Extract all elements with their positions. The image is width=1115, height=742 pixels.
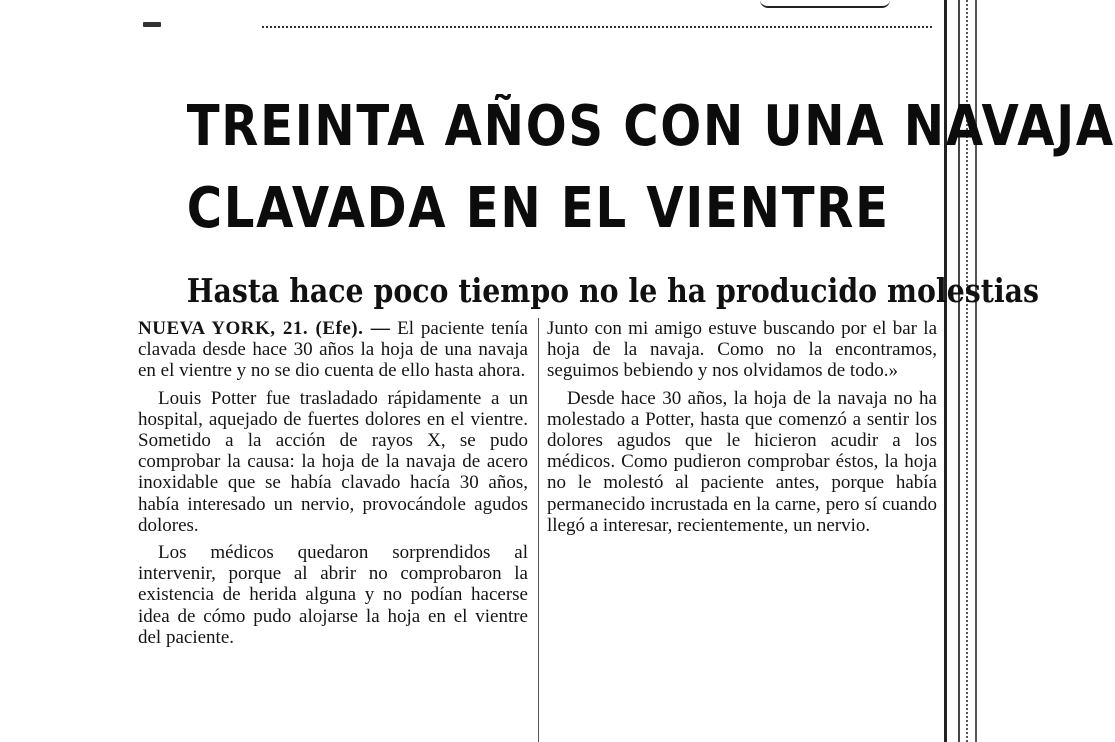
article-paragraph-1 [138, 318, 528, 382]
subheadline: Hasta hace poco tiempo no le ha producido molestias [186, 271, 1040, 311]
top-cut-fragment [760, 0, 890, 8]
article-paragraph-4: Junto con mi amigo estuve buscando por el bar la hoja de la navaja. Como no la encontramos, seguimos bebiendo y nos olvidamos de todo.» [547, 318, 937, 382]
article-column-right [547, 318, 937, 542]
paragraph-1-body: El paciente tenía clavada desde hace 30 años la hoja de una navaja en el vientre y no se dio cuenta de ello hasta ahora. [138, 318, 528, 382]
column-divider [538, 318, 539, 742]
article-paragraph-2: Louis Potter fue trasladado rápidamente a un hospital, aquejado de fuertes dolores en el vientre. Sometido a la acción de rayos X, se pudo comprobar la causa: la hoja de la navaja de acero inoxidable que se había clavado hacía 30 años, había interesado un nervio, provocándole agudos dolores. [138, 387, 528, 536]
headline [186, 86, 1115, 250]
top-dotted-rule [262, 26, 932, 28]
article-column-left [138, 318, 528, 654]
article-paragraph-3: Los médicos quedaron sorprendidos al intervenir, porque al abrir no comprobaron la existencia de herida alguna y no podían hacerse idea de cómo pudo alojarse la hoja en el vientre del paciente. [138, 542, 528, 648]
dateline: NUEVA YORK, 21. (Efe). — [138, 318, 391, 339]
top-left-mark [143, 22, 161, 27]
article-paragraph-5: Desde hace 30 años, la hoja de la navaja no ha molestado a Potter, hasta que comenzó a sentir los dolores agudos que le hicieron acudir a los médicos. Como pudieron comprobar éstos, la hoja no le molestó al paciente antes, porque había permanecido incrustada en la carne, pero sí cuando llegó a interesar, recientemente, un nervio. [547, 387, 937, 536]
headline-line-1: TREINTA AÑOS CON UNA NAVAJA [186, 93, 1115, 159]
headline-line-2: CLAVADA EN EL VIENTRE [186, 175, 890, 241]
